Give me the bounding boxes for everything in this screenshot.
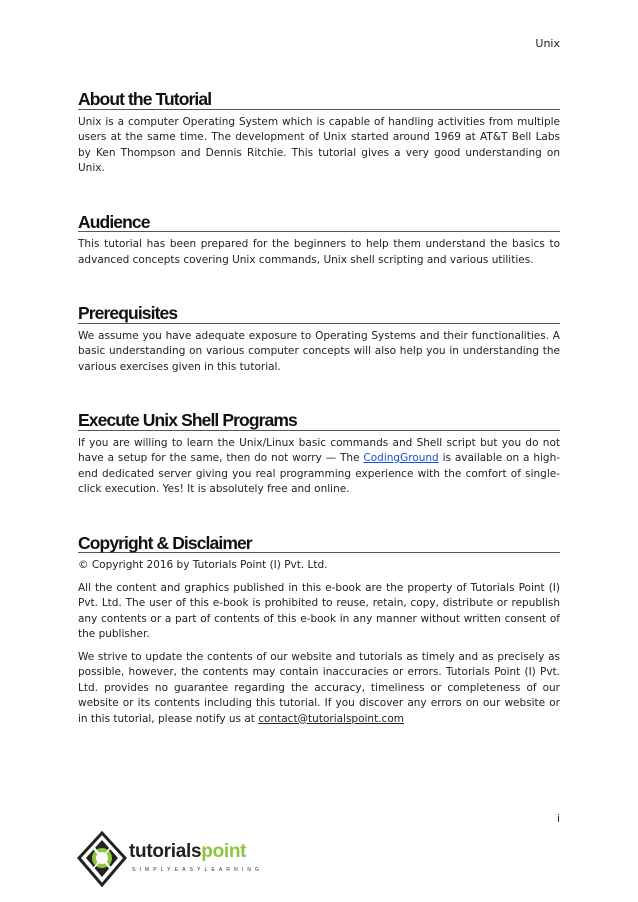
paragraph: This tutorial has been prepared for the beginners to help them understand the basics to advanced concepts covering Unix commands, Unix shell scripting and various utilities.: [78, 238, 560, 266]
logo-tagline: SIMPLYEASYLEARNING: [132, 867, 264, 873]
text-run: If you are willing to learn the Unix/Linux basic commands and Shell script but you do not have a setup for the same, then do not worry — The: [78, 436, 560, 464]
section-heading: Audience: [78, 215, 560, 233]
page-number: i: [556, 812, 560, 825]
section-prerequisites: [78, 303, 560, 375]
section-execute: [78, 410, 561, 498]
logo-wordmark-accent: point: [201, 841, 247, 862]
section-heading: Copyright & Disclaimer: [78, 536, 560, 554]
paragraph: [78, 436, 560, 498]
paragraph: We assume you have adequate exposure to Operating Systems and their functionalities. A basic understanding on various computer concepts will also help you in understanding the various exercises given in this tutorial.: [78, 329, 560, 373]
paragraph: [78, 650, 560, 728]
paragraph: All the content and graphics published in this e-book are the property of Tutorials Point (I) Pvt. Ltd. The user of this e-book is prohibited to reuse, retain, copy, distribute or republish any contents or a part of contents of this e-book in any manner without written consent of the publisher.: [78, 581, 560, 640]
running-header: Unix: [535, 37, 560, 50]
text-run: is available on a high-end dedicated server giving you real programming experience with the comfort of single-click execution. Yes! It is absolutely free and online.: [78, 452, 561, 495]
tutorialspoint-logo: [77, 831, 277, 891]
section-about: [78, 89, 560, 177]
logo-wordmark-main: tutorials: [129, 841, 202, 862]
logo-emblem-icon: [77, 831, 127, 887]
section-audience: [78, 211, 560, 269]
section-heading: Execute Unix Shell Programs: [78, 413, 560, 431]
paragraph: Unix is a computer Operating System which is capable of handling activities from multiple users at the same time. The development of Unix started around 1969 at AT&T Bell Labs by Ken Thompson and Dennis Ritchie. This tutorial gives a very good understanding on Unix.: [78, 115, 560, 174]
section-copyright: [78, 532, 560, 728]
contact-email-link[interactable]: contact@tutorialspoint.com: [258, 712, 404, 725]
logo-wordmark: [129, 841, 246, 863]
copyright-notice: © Copyright 2016 by Tutorials Point (I) Pvt. Ltd.: [78, 559, 328, 571]
codingground-link[interactable]: CodingGround: [363, 452, 439, 464]
text-run: We strive to update the contents of our website and tutorials as timely and as precisely as possible, however, the contents may contain inaccuracies or errors. Tutorials Point (I) Pvt. Ltd. provides no guarantee regarding the accuracy, timeliness or completeness of our website or its contents including this tutorial. If you discover any errors on our website or in this tutorial, please notify us at: [78, 650, 560, 725]
section-heading: Prerequisites: [78, 306, 560, 324]
main-content: [78, 89, 561, 765]
section-heading: About the Tutorial: [78, 92, 560, 110]
